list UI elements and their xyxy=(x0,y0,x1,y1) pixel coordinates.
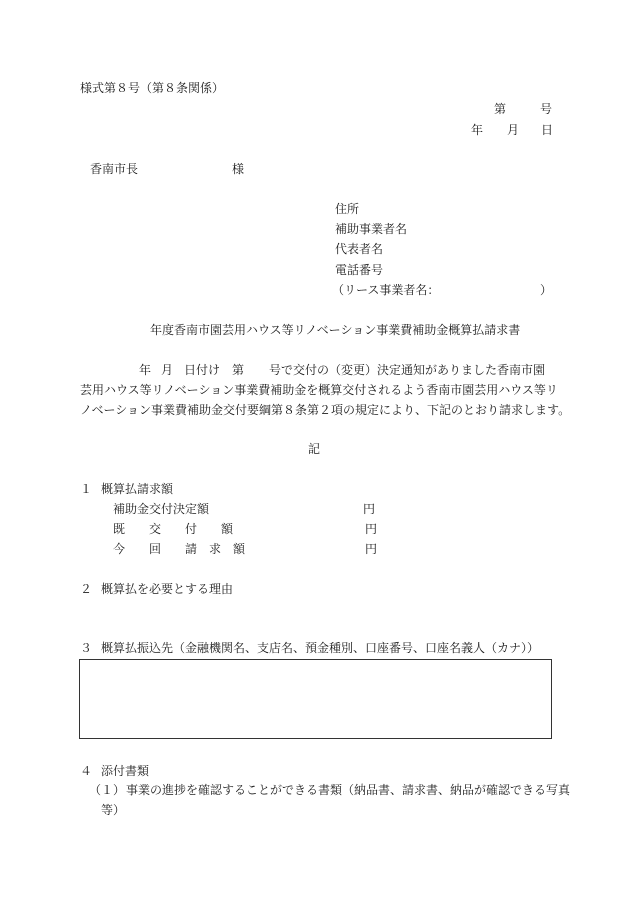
section4-item1-text: 事業の進捗を確認することができる書類（納品書、請求書、納品が確認できる写真 xyxy=(126,783,571,797)
body-line3: ノベーション事業費補助金交付要綱第８条第２項の規定により、下記のとおり請求します。 xyxy=(80,403,571,417)
section4-title: 添付書類 xyxy=(101,764,150,778)
applicant-lease-close: ） xyxy=(540,283,553,297)
addressee-name: 香南市長 xyxy=(90,162,139,176)
date-day: 日 xyxy=(541,123,554,137)
body-month: 月 xyxy=(161,363,174,377)
addressee-honorific: 様 xyxy=(232,162,245,176)
body-dai: 第 xyxy=(232,363,245,377)
ki-heading: 記 xyxy=(308,442,321,456)
document-title: 年度香南市園芸用ハウス等リノベーション事業費補助金概算払請求書 xyxy=(150,323,521,337)
applicant-address: 住所 xyxy=(335,202,360,216)
doc-no-dai: 第 xyxy=(494,102,507,116)
section4-item1-number: （１） xyxy=(89,783,126,797)
bank-account-box[interactable] xyxy=(79,659,552,739)
section1-number: １ xyxy=(80,482,93,496)
applicant-representative: 代表者名 xyxy=(335,242,384,256)
applicant-business-name: 補助事業者名 xyxy=(335,222,408,236)
doc-no-go: 号 xyxy=(540,102,553,116)
body-year: 年 xyxy=(139,363,152,377)
date-year: 年 xyxy=(471,123,484,137)
section3-number: ３ xyxy=(80,641,93,655)
section1-row2-unit: 円 xyxy=(365,522,378,536)
section1-title: 概算払請求額 xyxy=(101,482,174,496)
form-number: 様式第８号（第８条関係） xyxy=(80,81,225,95)
section3-title: 概算払振込先（金融機関名、支店名、預金種別、口座番号、口座名義人（カナ）） xyxy=(101,641,540,655)
body-line1-rest: 号で交付の（変更）決定通知がありました香南市園 xyxy=(269,363,546,377)
section1-row2-label: 既 交 付 額 xyxy=(113,522,234,536)
applicant-lease-open: （リース事業者名： xyxy=(332,283,440,297)
section1-row1-label: 補助金交付決定額 xyxy=(113,502,210,516)
section2-number: ２ xyxy=(80,582,93,596)
section2-title: 概算払を必要とする理由 xyxy=(101,582,234,596)
section4-item1-cont: 等） xyxy=(101,803,126,817)
date-month: 月 xyxy=(507,123,520,137)
section1-row3-unit: 円 xyxy=(365,542,378,556)
section1-row3-label: 今 回 請 求 額 xyxy=(113,542,246,556)
body-date-suffix: 日付け xyxy=(184,363,221,377)
section1-row1-unit: 円 xyxy=(363,502,376,516)
section4-number: ４ xyxy=(80,764,93,778)
applicant-phone: 電話番号 xyxy=(335,263,384,277)
body-line2: 芸用ハウス等リノベーション事業費補助金を概算交付されるよう香南市園芸用ハウス等リ xyxy=(80,383,558,397)
